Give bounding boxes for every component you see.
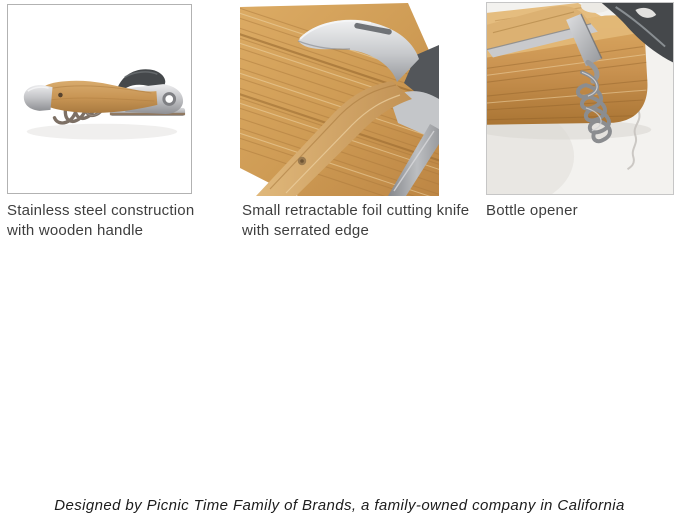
panel-foil-knife <box>240 3 439 196</box>
caption-bottle-opener <box>486 201 676 221</box>
panel-bottle-opener <box>486 2 674 195</box>
caption-stainless-steel <box>7 201 217 241</box>
corkscrew-illustration <box>8 5 191 193</box>
brand-footer-text: Designed by Picnic Time Family of Brands, a family-owned company in California <box>54 497 625 514</box>
bottle-opener-photo <box>486 2 674 195</box>
panel-stainless-steel <box>7 4 192 194</box>
bottle-opener-illustration <box>487 3 673 194</box>
caption-line: Stainless steel construction <box>7 202 195 219</box>
caption-foil-knife <box>242 201 482 241</box>
caption-line: Bottle opener <box>486 202 578 219</box>
foil-knife-illustration <box>240 3 439 196</box>
foil-knife-photo <box>240 3 439 196</box>
caption-line: with wooden handle <box>7 222 144 239</box>
corkscrew-photo <box>7 4 192 194</box>
caption-line: Small retractable foil cutting knife <box>242 202 470 219</box>
caption-line: with serrated edge <box>242 222 370 239</box>
